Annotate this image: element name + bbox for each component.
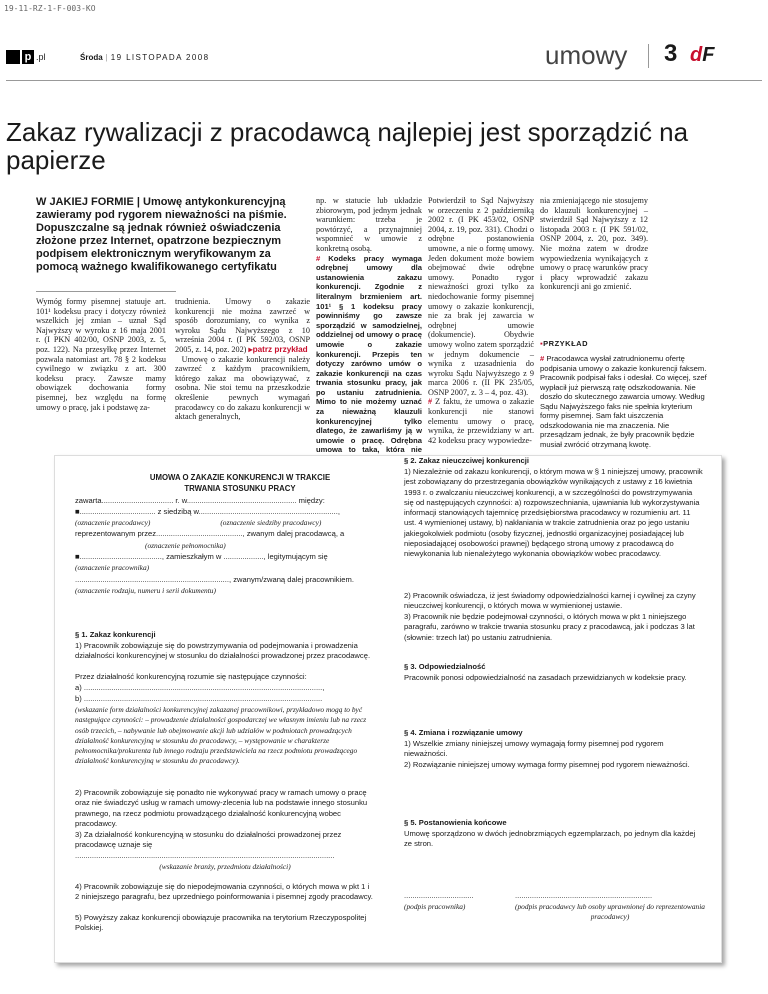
section-1-hint: (wskazanie form działalności konkurencyjnej zakazanej pracownikowi, przykładowo mogą to być następujące czynności: – prowadzenie działalności gospodarczej we własnym imieniu lub na rzecz osób trzecich, – nabywanie lub obejmowanie akcji lub udziałów w podmiotach prowadzących działalność konkurencyjną w stosunku do pracodawcy, – występowanie w charakterze pełnomocnika/prokurenta lub innego rodzaju przedstawiciela na rzecz podmiotu prowadzącego działalność konkurencyjną w stosunku do pracodawcy). (75, 705, 367, 766)
article-lead: W JAKIEJ FORMIE | Umowę antykonkurencyjną zawieramy pod rygorem nieważności na piśmie. Dopuszczalne są jednak również oświadczenia złożone przez Internet, opatrzone bezpiecznym podpisem elektronicznym weryfikowanym za pomocą ważnego kwalifikowanego certyfikatu (36, 196, 287, 273)
example-text: Pracodawca wysłał zatrudnionemu ofertę podpisania umowy o zakazie konkurencji faksem. Pracownik podpisał faks i odesłał. Co więcej, szef wypłacił już pierwszą ratę odszkodowania. Nie doszło do skutecznego zawarcia umowy. Według Sądu Najwyższego faks nie spełnia kryterium formy pisemnej. Sam fakt uiszczenia odszkodowania nie ma znaczenia. Nie przesądzam jednak, że były pracownik będzie musiał zwrócić otrzymaną kwotę. (540, 354, 707, 449)
contract-line: zawarta.................................. r. w.................................................... między: (75, 496, 325, 505)
see-example-link[interactable]: ▸patrz przykład (248, 344, 308, 354)
contract-line: ■......................................., zamieszkałym w ..................., legitymującym się (75, 552, 328, 561)
masthead-rule (6, 80, 762, 81)
section-1-hint2: (wskazanie branży, przedmiotu działalności) (159, 862, 291, 871)
signature-employer: (podpis pracodawcy lub osoby uprawnionej do reprezentowania pracodawcy) (515, 902, 705, 922)
section-2-p1: 1) Niezależnie od zakazu konkurencji, o którym mowa w § 1 niniejszej umowy, pracownik jest zobowiązany do przestrzegania obowiązków wynikających z ustawy z 16 kwietnia 1993 r. o zwalczaniu nieuczciwej konkurencji, a w szczególności do powstrzymywania się od następujących czynności: a) rozpowszechniania, ujawniania lub wykorzystywania informacji stanowiących tajemnicę przedsiębiorstwa pracodawcy w rozumieniu art. 11 ust. 4 wymienionej ustawy, b) nakłaniania w trakcie zatrudnienia oraz po jego ustaniu jakiegokolwiek podmiotu (osoby fizycznej, jednostki organizacyjnej posiadającej lub nieposiadającej osobowości prawnej) będącego stroną umowy z pracodawcą do niewykonania lub nienależytego wykonania obowiązków wobec pracodawcy. (404, 467, 703, 559)
section-2-p2: 2) Pracownik oświadcza, iż jest świadomy odpowiedzialności karnej i cywilnej za czyny nieuczciwej konkurencji, o których mowa w wymienionej ustawie. (404, 591, 696, 611)
section-1-p3: 2) Pracownik zobowiązuje się ponadto nie wykonywać pracy w ramach umowy o pracę oraz nie świadczyć usług w ramach umowy-zlecenia lub na podstawie innego stosunku prawnego, na rzecz podmiotu prowadzącego działalność konkurencyjną wobec pracodawcy. (75, 788, 368, 828)
example-box (540, 354, 710, 449)
signature-line-employee: ................................. (404, 891, 474, 900)
section-1-dots: ........................................................................................................................... (75, 851, 335, 860)
section-4-p1: 1) Wszelkie zmiany niniejszej umowy wymagają formy pisemnej pod rygorem nieważności. (404, 739, 664, 759)
issue-date-text: 19 LISTOPADA 2008 (110, 53, 210, 62)
contract-line: ........................................................................., zwanym/zwaną dalej pracownikiem. (75, 575, 354, 584)
section-5-title: § 5. Postanowienia końcowe (404, 818, 507, 827)
section-1-p6: 5) Powyższy zakaz konkurencji obowiązuje pracownika na terytorium Rzeczypospolitej Polskiej. (75, 913, 367, 933)
lead-text: Umowę antykonkurencyjną zawieramy pod rygorem nieważności na piśmie. Dopuszczalne są jednak również oświadczenia złożone przez Internet, opatrzone bezpiecznym podpisem elektronicznym weryfikowanym za pomocą ważnego kwalifikowanego certyfikatu (36, 196, 287, 273)
column-3-text: np. w statucie lub układzie zbiorowym, pod jednym jednak warunkiem: trzeba je powtórzyć, a przynajmniej wspomnieć w umowie z konkretną osobą. (316, 196, 422, 253)
contract-hint: (oznaczenie rodzaju, numeru i serii dokumentu) (75, 586, 216, 595)
article-column-5: nia zmieniającego nie stosujemy do klauzuli konkurencyjnej – stwierdził Sąd Najwyższy z 12 listopada 2003 r. (I PK 591/02, OSNP 2004, z. 20, poz. 349). Nie można zatem w drodze wypowiedzenia wynikających z umowy o pracę warunków pracy i płacy wprowadzić zakazu konkurencji ani go zmienić. (540, 196, 648, 292)
column-2-text-b: Umowę o zakazie konkurencji należy zawrzeć z każdym pracownikiem, którego zakaz ma obowiązywać, z osobna. Nie stoi temu na przeszkodzie określenie pewnych wymagań pracodawcy co do zakazu konkurencji w aktach generalnych, (175, 354, 310, 422)
section-1-p4: 3) Za działalność konkurencyjną w stosunku do działalności prowadzonej przez pracodawcę uznaje się (75, 830, 342, 850)
contract-hint: (oznaczenie pracownika) (75, 563, 150, 572)
section-2-title: § 2. Zakaz nieuczciwej konkurencji (404, 456, 529, 465)
section-1-p5: 4) Pracownik zobowiązuje się do niepodejmowania czynności, o których mowa w pkt 1 i 2 niniejszego paragrafu, bez uprzedniego poinformowania i pisemnej zgody pracodawcy. (75, 882, 373, 902)
masthead-divider (648, 44, 649, 68)
article-title: Zakaz rywalizacji z pracodawcą najlepiej jest sporządzić na papierze (6, 117, 689, 175)
hash-icon: # (540, 354, 545, 363)
print-slug: 19-11-RZ-1-F-003-KO (4, 4, 96, 13)
section-3-p1: Pracownik ponosi odpowiedzialność na zasadach przewidzianych w kodeksie pracy. (404, 673, 687, 682)
section-1-title: § 1. Zakaz konkurencji (75, 630, 156, 639)
brand-logo-d: d (690, 44, 703, 66)
section-3-title: § 3. Odpowiedzialność (404, 662, 486, 671)
section-1-p1: 1) Pracownik zobowiązuje się do powstrzymywania od podejmowania i prowadzenia działalności konkurencyjnej w stosunku do działalności prowadzonej przez pracodawcę. (75, 641, 371, 661)
issue-date: Środa | 19 LISTOPADA 2008 (80, 53, 210, 62)
contract-hint: (oznaczenie pełnomocnika) (145, 541, 226, 550)
brand-logo (690, 44, 714, 67)
hash-icon: # (428, 397, 433, 407)
example-label: ▪PRZYKŁAD (540, 339, 589, 348)
section-1-p2: Przez działalność konkurencyjną rozumie się następujące czynności: (75, 672, 307, 681)
brand-logo-f: F (702, 44, 715, 66)
column-4-text-b: Z faktu, że umowa o zakazie konkurencji nie stanowi elementu umowy o pracę, wynika, że przewidziany w art. 42 kodeksu pracy wypowiedze- (428, 397, 535, 445)
masthead-logo (6, 50, 46, 64)
signature-employee: (podpis pracownika) (404, 902, 466, 911)
article-column-2 (175, 297, 310, 422)
article-column-4 (428, 196, 534, 445)
column-3-bold: Kodeks pracy wymaga odrębnej umowy dla ustanowienia zakazu konkurencji. Zgodnie z literalnym brzmieniem art. 101¹ § 1 kodeksu pracy powinniśmy go zawsze sporządzić w samodzielnej, oddzielnej od umowy o pracę umowie o zakazie konkurencji. Przepis ten dotyczy zarówno umów o zakazie konkurencji na czas trwania stosunku pracy, jak po ustaniu zatrudnienia. Mimo to nie możemy uznać za nieważną klauzuli konkurencyjnej tylko dlatego, że zawarliśmy ją w umowie o pracę. Odrębna umowa to taka, która nie (316, 253, 422, 455)
section-4-p2: 2) Rozwiązanie niniejszej umowy wymaga formy pisemnej pod rygorem nieważności. (404, 760, 690, 769)
lead-rule (36, 291, 176, 292)
contract-heading: UMOWA O ZAKAZIE KONKURENCJI W TRAKCIE TRWANIA STOSUNKU PRACY (149, 473, 331, 493)
page-number: 3 (664, 40, 678, 67)
section-name: umowy (545, 40, 628, 70)
section-4-title: § 4. Zmiana i rozwiązanie umowy (404, 728, 523, 737)
article-column-1: Wymóg formy pisemnej statuuje art. 101¹ kodeksu pracy i dotyczy również wszelkich jej zmian – uznał Sąd Najwyższy w wyroku z 16 maja 2001 r. (I PKN 402/00, OSNP 2003, z. 5, poz. 122). Na przesyłkę przez Internet pozwala natomiast art. 78 § 2 kodeksu cywilnego w związku z art. 300 kodeksu pracy. Zawsze mamy obowiązek dochowania formy pisemnej, bez względu na formę umowy o pracę, jak i podstawę za- (36, 297, 166, 412)
logo-red-block (6, 50, 20, 64)
article-column-3 (316, 196, 422, 484)
contract-line: ■.................................... z siedzibą w.................................................................., (75, 507, 340, 516)
column-4-text: Potwierdził to Sąd Najwyższy w orzeczeniu z 2 październiką 2002 r. (I PK 453/02, OSNP 2004, z. 19, poz. 331). Chodzi o odrębne postanowienia umowne, a nie o formę umowy. Jeden dokument może bowiem obejmować dwie odrębne umowy. Ponadto rygor nieważności grozi tylko za niedochowanie formy pisemnej umowy o zakazie konkurencji, nie za brak jej zawarcia w odrębnej umowie (dokumencie). Obydwie umowy wolno zatem sporządzić w jednym dokumencie – wynika z uzasadnienia do wyroku Sądu Najwyższego z 9 marca 2006 r. (II PK 235/05, OSNP 2007, z. 3 – 4, poz. 43). (428, 196, 534, 397)
contract-template (54, 455, 722, 963)
issue-day: Środa (80, 53, 103, 62)
column-2-text: trudnienia. Umowy o zakazie konkurencji nie można zawrzeć w sposób dorozumiany, co wynika z wyroku Sądu Najwyższego z 10 września 2004 r. (I PK 592/03, OSNP 2005, z. 14, poz. 202) (175, 297, 310, 354)
logo-letter: p (22, 50, 34, 64)
contract-line: reprezentowanym przez........................................., zwanym dalej pracodawcą, a (75, 529, 345, 538)
section-2-p3: 3) Pracownik nie będzie podejmował czynności, o których mowa w pkt 1 niniejszego paragrafu, zarówno w trakcie trwania stosunku pracy z pracodawcą, jak i podczas 3 lat (słownie: trzech lat) po ustaniu zatrudnienia. (404, 612, 695, 642)
hash-icon: # (316, 253, 321, 263)
bullet-icon: ▪ (540, 339, 544, 348)
section-1-b: b) ................................................................................................................. (75, 694, 323, 703)
contract-hint: (oznaczenie pracodawcy) (oznaczenie siedziby pracodawcy) (75, 518, 322, 527)
section-5-p1: Umowę sporządzono w dwóch jednobrzmiących egzemplarzach, po jednym dla każdej ze stron. (404, 829, 696, 849)
lead-kicker: W JAKIEJ FORMIE (36, 196, 134, 208)
logo-suffix: .pl (36, 52, 46, 62)
section-1-a: a) ................................................................................................................., (75, 683, 325, 692)
signature-line-employer: ................................................................. (515, 891, 653, 900)
